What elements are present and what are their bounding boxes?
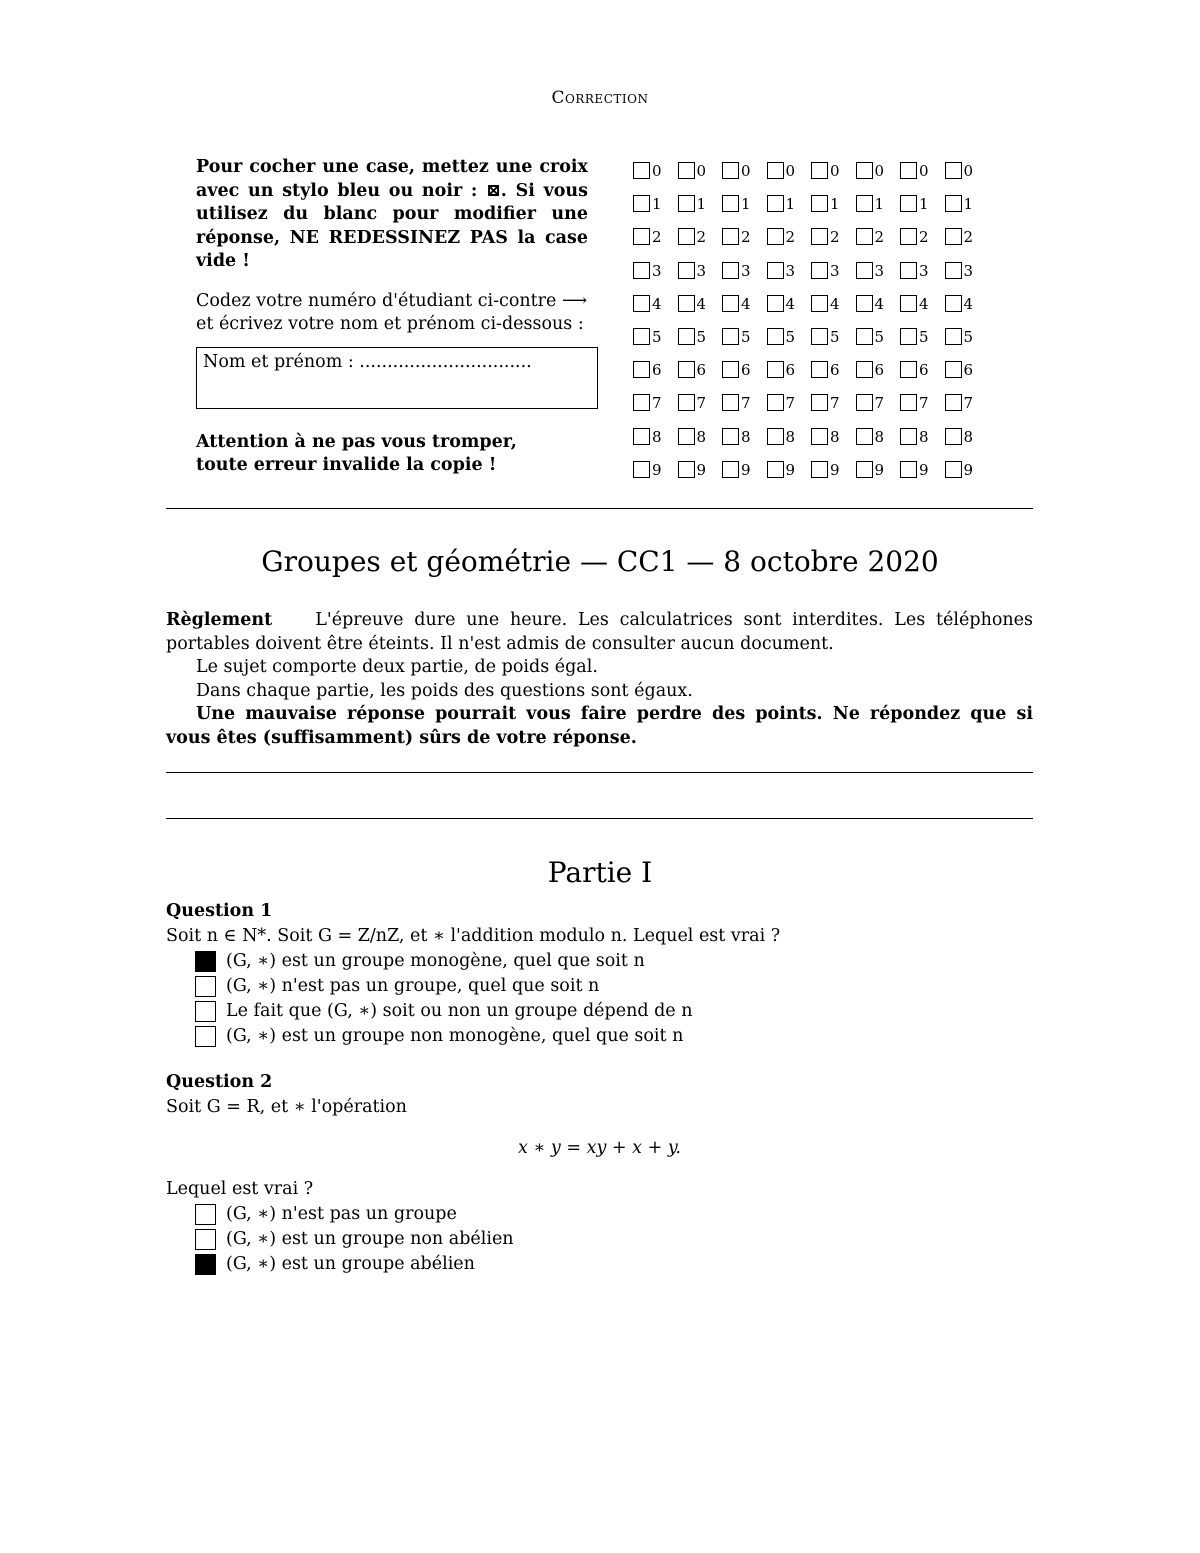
id-digit-cell: [811, 361, 856, 394]
id-digit-label: 3: [874, 261, 885, 280]
attention-line-1: Attention à ne pas vous tromper,: [196, 431, 517, 452]
id-digit-checkbox[interactable]: [633, 361, 650, 378]
id-digit-checkbox[interactable]: [811, 428, 828, 445]
answer-text: (G, ∗) n'est pas un groupe, quel que soit n: [226, 976, 600, 996]
id-digit-cell: [678, 461, 723, 494]
id-digit-checkbox[interactable]: [633, 162, 650, 179]
id-digit-label: 7: [919, 394, 929, 413]
id-digit-label: 2: [696, 228, 707, 247]
id-digit-label: 7: [785, 394, 796, 413]
id-digit-label: 4: [963, 294, 974, 313]
answer-checkbox[interactable]: [195, 1204, 216, 1225]
id-digit-label: 9: [696, 460, 707, 479]
id-digit-cell: [678, 262, 723, 295]
id-digit-cell: [767, 295, 812, 328]
id-digit-checkbox[interactable]: [722, 394, 739, 411]
id-digit-cell: [900, 162, 945, 195]
id-digit-checkbox[interactable]: [945, 328, 962, 345]
id-digit-cell: [678, 394, 723, 427]
id-digit-cell: [945, 394, 990, 427]
id-digit-label: 1: [919, 195, 929, 214]
id-digit-cell: [767, 328, 812, 361]
id-digit-cell: [856, 361, 901, 394]
id-digit-cell: [945, 428, 990, 461]
id-digit-checkbox[interactable]: [722, 461, 739, 478]
id-digit-cell: [945, 195, 990, 228]
answer-option: [195, 999, 1033, 1024]
id-digit-cell: [856, 394, 901, 427]
id-digit-checkbox[interactable]: [900, 228, 917, 245]
id-digit-checkbox[interactable]: [722, 162, 739, 179]
id-digit-label: 6: [919, 361, 929, 380]
id-digit-label: 8: [874, 427, 885, 446]
id-digit-checkbox[interactable]: [767, 328, 784, 345]
id-digit-cell: [900, 461, 945, 494]
student-id-instructions: [196, 290, 588, 337]
id-digit-cell: [722, 461, 767, 494]
formula: x ∗ y = xy + x + y.: [518, 1138, 681, 1158]
id-digit-cell: [722, 228, 767, 261]
id-digit-label: 1: [652, 195, 662, 214]
id-digit-checkbox[interactable]: [945, 361, 962, 378]
id-digit-checkbox[interactable]: [633, 295, 650, 312]
rules-line-2: Le sujet comporte deux partie, de poids égal.: [196, 657, 598, 677]
question-title: Question 1: [166, 901, 273, 921]
header-title: Correction: [551, 88, 649, 108]
id-digit-checkbox[interactable]: [900, 162, 917, 179]
id-digit-label: 8: [785, 427, 796, 446]
id-digit-cell: [811, 195, 856, 228]
answer-text: (G, ∗) est un groupe non monogène, quel que soit n: [226, 1026, 684, 1046]
question-prompt: Lequel est vrai ?: [166, 1179, 314, 1199]
id-digit-label: 7: [652, 394, 662, 413]
id-digit-checkbox[interactable]: [767, 162, 784, 179]
id-digit-label: 5: [830, 327, 840, 346]
id-digit-label: 5: [963, 327, 974, 346]
id-digit-checkbox[interactable]: [722, 262, 739, 279]
id-digit-checkbox[interactable]: [633, 461, 650, 478]
id-digit-cell: [633, 195, 678, 228]
id-digit-checkbox[interactable]: [678, 162, 695, 179]
answer-option: [195, 1227, 1033, 1252]
id-digit-cell: [633, 428, 678, 461]
id-digit-label: 5: [696, 327, 707, 346]
answer-checkbox[interactable]: [195, 1001, 216, 1022]
answer-text: (G, ∗) est un groupe abélien: [226, 1254, 475, 1274]
id-digit-label: 6: [963, 361, 974, 380]
id-digit-label: 0: [919, 162, 929, 180]
id-digit-cell: [945, 461, 990, 494]
id-digit-label: 4: [785, 294, 796, 313]
id-digit-checkbox[interactable]: [856, 361, 873, 378]
id-digit-label: 5: [741, 327, 751, 346]
id-digit-checkbox[interactable]: [767, 228, 784, 245]
id-digit-checkbox[interactable]: [811, 162, 828, 179]
id-digit-cell: [856, 428, 901, 461]
id-digit-checkbox[interactable]: [945, 428, 962, 445]
id-digit-cell: [767, 361, 812, 394]
id-digit-cell: [900, 328, 945, 361]
id-digit-checkbox[interactable]: [678, 328, 695, 345]
id-digit-label: 9: [963, 460, 974, 479]
answer-checkbox[interactable]: [195, 1026, 216, 1047]
answer-option: [195, 1024, 1033, 1049]
id-digit-label: 0: [963, 162, 974, 180]
id-digit-label: 4: [830, 294, 840, 313]
id-digit-label: 5: [785, 327, 796, 346]
id-digit-checkbox[interactable]: [678, 295, 695, 312]
id-digit-checkbox[interactable]: [945, 262, 962, 279]
id-digit-checkbox[interactable]: [722, 195, 739, 212]
exam-rules: [166, 609, 1033, 750]
id-digit-label: 2: [652, 228, 662, 247]
id-digit-checkbox[interactable]: [722, 428, 739, 445]
id-digit-label: 4: [652, 294, 662, 313]
id-digit-cell: [767, 262, 812, 295]
id-digit-label: 8: [652, 427, 662, 446]
id-digit-checkbox[interactable]: [945, 228, 962, 245]
id-digit-cell: [811, 228, 856, 261]
id-digit-checkbox[interactable]: [633, 328, 650, 345]
id-digit-cell: [678, 428, 723, 461]
answer-option: [195, 1202, 1033, 1227]
id-digit-cell: [722, 262, 767, 295]
answer-checkbox-checked[interactable]: [195, 1254, 216, 1275]
id-digit-cell: [811, 461, 856, 494]
id-digit-cell: [856, 295, 901, 328]
id-digit-checkbox[interactable]: [633, 428, 650, 445]
id-digit-label: 9: [741, 460, 751, 479]
id-digit-cell: [900, 295, 945, 328]
id-digit-checkbox[interactable]: [900, 328, 917, 345]
id-digit-checkbox[interactable]: [856, 162, 873, 179]
id-digit-label: 0: [830, 162, 840, 180]
id-digit-checkbox[interactable]: [856, 195, 873, 212]
id-digit-label: 4: [696, 294, 707, 313]
code-line-1: Codez votre numéro d'étudiant ci-contre ⟶: [196, 290, 588, 311]
answer-text: Le fait que (G, ∗) soit ou non un groupe dépend de n: [226, 1001, 693, 1021]
id-digit-cell: [811, 428, 856, 461]
id-digit-label: 7: [696, 394, 707, 413]
id-digit-cell: [856, 228, 901, 261]
rules-line-3: Dans chaque partie, les poids des questions sont égaux.: [196, 680, 693, 701]
id-digit-label: 9: [874, 460, 885, 479]
id-digit-label: 4: [874, 294, 885, 313]
id-digit-label: 8: [741, 427, 751, 446]
id-digit-cell: [945, 228, 990, 261]
id-digit-checkbox[interactable]: [900, 195, 917, 212]
id-digit-cell: [678, 361, 723, 394]
id-digit-cell: [678, 328, 723, 361]
id-digit-label: 4: [741, 294, 751, 313]
id-digit-label: 3: [830, 261, 840, 280]
id-digit-checkbox[interactable]: [811, 295, 828, 312]
attention-line-2: toute erreur invalide la copie !: [196, 455, 497, 475]
id-digit-label: 0: [652, 162, 662, 180]
id-digit-label: 2: [919, 228, 929, 247]
answer-list: [195, 1202, 1033, 1277]
id-digit-label: 3: [696, 261, 707, 280]
id-digit-cell: [856, 328, 901, 361]
id-digit-label: 7: [830, 394, 840, 413]
id-digit-label: 1: [696, 195, 707, 214]
id-digit-cell: [811, 262, 856, 295]
id-digit-label: 6: [874, 361, 885, 380]
id-digit-checkbox[interactable]: [900, 295, 917, 312]
id-digit-checkbox[interactable]: [722, 328, 739, 345]
id-digit-checkbox[interactable]: [856, 428, 873, 445]
id-digit-label: 7: [741, 394, 751, 413]
name-field[interactable]: [196, 347, 598, 409]
id-digit-cell: [633, 328, 678, 361]
id-digit-checkbox[interactable]: [900, 394, 917, 411]
id-digit-label: 8: [963, 427, 974, 446]
rules-line-1: Règlement L'épreuve dure une heure. Les calculatrices sont interdites. Les téléphones portables doivent être éteints. Il n'est admis de consulter aucun document.: [166, 610, 1033, 654]
question-statement: Soit n ∈ N*. Soit G = Z/nZ, et ∗ l'addition modulo n. Lequel est vrai ?: [166, 926, 781, 946]
id-digit-cell: [633, 295, 678, 328]
id-digit-label: 2: [874, 228, 885, 247]
id-digit-checkbox[interactable]: [811, 328, 828, 345]
id-digit-cell: [767, 428, 812, 461]
id-digit-cell: [678, 228, 723, 261]
id-digit-checkbox[interactable]: [767, 295, 784, 312]
id-digit-cell: [633, 361, 678, 394]
id-digit-label: 3: [785, 261, 796, 280]
id-digit-cell: [945, 162, 990, 195]
id-digit-label: 6: [696, 361, 707, 380]
id-digit-checkbox[interactable]: [633, 262, 650, 279]
id-digit-label: 0: [741, 162, 751, 180]
id-digit-cell: [678, 195, 723, 228]
id-digit-cell: [633, 461, 678, 494]
answer-option: [195, 974, 1033, 999]
id-digit-cell: [767, 195, 812, 228]
id-digit-cell: [945, 328, 990, 361]
answer-list: [195, 949, 1033, 1049]
id-digit-cell: [722, 195, 767, 228]
id-digit-checkbox[interactable]: [678, 262, 695, 279]
id-digit-checkbox[interactable]: [811, 461, 828, 478]
id-digit-label: 2: [785, 228, 796, 247]
answer-checkbox[interactable]: [195, 1229, 216, 1250]
divider-middle-2: [166, 818, 1033, 819]
id-digit-checkbox[interactable]: [856, 328, 873, 345]
id-digit-checkbox[interactable]: [767, 394, 784, 411]
id-digit-label: 1: [741, 195, 751, 214]
id-digit-label: 6: [652, 361, 662, 380]
id-digit-cell: [722, 428, 767, 461]
id-digit-label: 3: [919, 261, 929, 280]
id-digit-label: 3: [652, 261, 662, 280]
document-title: Groupes et géométrie — CC1 — 8 octobre 2020: [261, 545, 939, 578]
id-digit-label: 9: [652, 460, 662, 479]
id-digit-label: 6: [830, 361, 840, 380]
id-digit-checkbox[interactable]: [945, 394, 962, 411]
id-digit-label: 3: [741, 261, 751, 280]
id-digit-checkbox[interactable]: [945, 461, 962, 478]
id-digit-label: 7: [874, 394, 885, 413]
id-digit-checkbox[interactable]: [678, 195, 695, 212]
id-digit-label: 9: [919, 460, 929, 479]
rules-label: Règlement: [166, 610, 273, 630]
marking-instructions: Pour cocher une case, mettez une croix avec un stylo bleu ou noir : ⊠. Si vous utilisez du blanc pour modifier une réponse, NE REDESSINEZ PAS la case vide !: [196, 157, 588, 271]
id-digit-checkbox[interactable]: [856, 461, 873, 478]
id-digit-checkbox[interactable]: [856, 228, 873, 245]
id-digit-label: 5: [919, 327, 929, 346]
id-digit-cell: [767, 394, 812, 427]
id-digit-label: 9: [785, 460, 796, 479]
id-digit-label: 1: [874, 195, 885, 214]
id-digit-checkbox[interactable]: [767, 361, 784, 378]
part-title: Partie I: [547, 856, 653, 889]
id-digit-checkbox[interactable]: [633, 228, 650, 245]
id-digit-checkbox[interactable]: [900, 262, 917, 279]
id-digit-cell: [633, 162, 678, 195]
id-digit-checkbox[interactable]: [811, 361, 828, 378]
id-digit-checkbox[interactable]: [633, 195, 650, 212]
id-digit-cell: [856, 162, 901, 195]
id-digit-label: 8: [830, 427, 840, 446]
id-digit-cell: [945, 295, 990, 328]
id-digit-label: 6: [741, 361, 751, 380]
divider-middle-1: [166, 772, 1033, 773]
instructions-column: [196, 156, 588, 478]
id-digit-cell: [722, 394, 767, 427]
id-digit-label: 4: [919, 294, 929, 313]
id-digit-checkbox[interactable]: [945, 195, 962, 212]
id-digit-cell: [811, 295, 856, 328]
id-digit-checkbox[interactable]: [811, 228, 828, 245]
question-2: [166, 1070, 1033, 1277]
id-digit-checkbox[interactable]: [722, 361, 739, 378]
id-digit-checkbox[interactable]: [678, 428, 695, 445]
id-digit-cell: [811, 394, 856, 427]
answer-text: (G, ∗) est un groupe monogène, quel que soit n: [226, 951, 645, 971]
id-digit-checkbox[interactable]: [767, 195, 784, 212]
answer-text: (G, ∗) est un groupe non abélien: [226, 1229, 514, 1249]
id-digit-checkbox[interactable]: [722, 228, 739, 245]
answer-text: (G, ∗) n'est pas un groupe: [226, 1204, 457, 1224]
id-digit-cell: [633, 262, 678, 295]
id-digit-cell: [811, 162, 856, 195]
id-digit-checkbox[interactable]: [900, 428, 917, 445]
id-digit-label: 8: [919, 427, 929, 446]
id-digit-cell: [856, 195, 901, 228]
id-digit-label: 1: [830, 195, 840, 214]
id-digit-label: 7: [963, 394, 974, 413]
code-line-2: et écrivez votre nom et prénom ci-dessous :: [196, 314, 584, 334]
id-digit-cell: [633, 228, 678, 261]
divider-top: [166, 508, 1033, 509]
id-digit-label: 1: [785, 195, 796, 214]
id-digit-checkbox[interactable]: [678, 228, 695, 245]
rules-line-4: Une mauvaise réponse pourrait vous faire perdre des points. Ne répondez que si vous êtes (suffisamment) sûrs de votre réponse.: [166, 704, 1033, 748]
id-digit-label: 2: [741, 228, 751, 247]
id-digit-label: 3: [963, 261, 974, 280]
id-digit-cell: [722, 295, 767, 328]
question-statement: Soit G = R, et ∗ l'opération: [166, 1097, 407, 1117]
id-digit-cell: [767, 228, 812, 261]
id-digit-cell: [767, 162, 812, 195]
id-digit-cell: [856, 461, 901, 494]
id-digit-checkbox[interactable]: [767, 461, 784, 478]
id-digit-checkbox[interactable]: [945, 295, 962, 312]
id-digit-checkbox[interactable]: [945, 162, 962, 179]
id-digit-label: 0: [785, 162, 796, 180]
answer-option: [195, 949, 1033, 974]
id-digit-checkbox[interactable]: [811, 195, 828, 212]
id-digit-cell: [722, 328, 767, 361]
id-digit-label: 5: [652, 327, 662, 346]
question-title: Question 2: [166, 1072, 273, 1092]
answer-checkbox[interactable]: [195, 976, 216, 997]
id-digit-cell: [900, 228, 945, 261]
id-digit-checkbox[interactable]: [900, 461, 917, 478]
id-digit-label: 6: [785, 361, 796, 380]
id-digit-checkbox[interactable]: [678, 394, 695, 411]
id-digit-checkbox[interactable]: [767, 262, 784, 279]
id-digit-cell: [767, 461, 812, 494]
id-digit-label: 8: [696, 427, 707, 446]
id-digit-cell: [945, 361, 990, 394]
id-digit-label: 9: [830, 460, 840, 479]
question-1: [166, 899, 1033, 1049]
name-label: Nom et prénom : ...............................: [203, 351, 532, 372]
id-digit-checkbox[interactable]: [811, 262, 828, 279]
id-digit-cell: [900, 262, 945, 295]
answer-option: [195, 1252, 1033, 1277]
attention-warning: [196, 431, 588, 478]
id-digit-checkbox[interactable]: [633, 394, 650, 411]
id-digit-cell: [811, 328, 856, 361]
id-digit-checkbox[interactable]: [856, 295, 873, 312]
id-digit-cell: [678, 162, 723, 195]
id-digit-checkbox[interactable]: [678, 361, 695, 378]
id-digit-cell: [945, 262, 990, 295]
student-id-grid: [633, 162, 989, 494]
id-digit-checkbox[interactable]: [722, 295, 739, 312]
id-digit-label: 0: [696, 162, 707, 180]
id-digit-checkbox[interactable]: [856, 262, 873, 279]
id-digit-cell: [722, 361, 767, 394]
id-digit-cell: [900, 394, 945, 427]
id-digit-checkbox[interactable]: [900, 361, 917, 378]
id-digit-cell: [856, 262, 901, 295]
id-digit-label: 2: [963, 228, 974, 247]
id-digit-label: 0: [874, 162, 885, 180]
id-digit-cell: [900, 361, 945, 394]
id-digit-cell: [678, 295, 723, 328]
answer-checkbox-checked[interactable]: [195, 951, 216, 972]
id-digit-checkbox[interactable]: [856, 394, 873, 411]
id-digit-cell: [900, 195, 945, 228]
id-digit-checkbox[interactable]: [811, 394, 828, 411]
id-digit-cell: [633, 394, 678, 427]
id-digit-checkbox[interactable]: [678, 461, 695, 478]
id-digit-label: 5: [874, 327, 885, 346]
id-digit-label: 1: [963, 195, 974, 214]
id-digit-cell: [722, 162, 767, 195]
id-digit-label: 2: [830, 228, 840, 247]
id-digit-cell: [900, 428, 945, 461]
id-digit-checkbox[interactable]: [767, 428, 784, 445]
